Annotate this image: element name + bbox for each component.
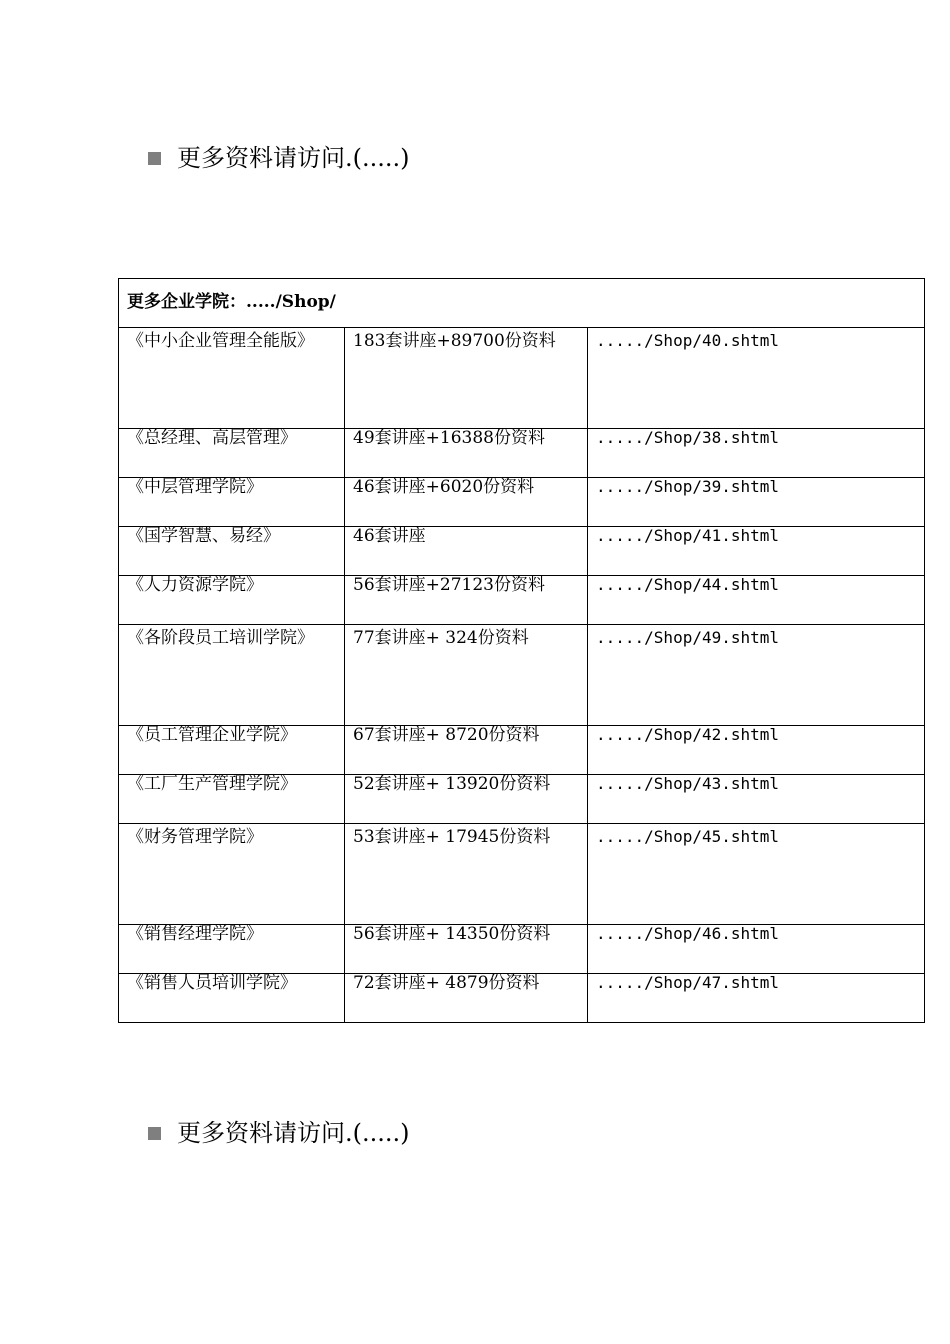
course-content-cell: 56套讲座+ 14350份资料 [345,925,588,974]
course-content-cell: 46套讲座+6020份资料 [345,478,588,527]
course-url-cell[interactable]: ...../Shop/41.shtml [588,527,925,576]
course-url-cell[interactable]: ...../Shop/44.shtml [588,576,925,625]
square-bullet-icon [148,1127,161,1140]
course-content-cell: 183套讲座+89700份资料 [345,328,588,429]
course-name-cell: 《财务管理学院》 [119,824,345,925]
course-url-cell[interactable]: ...../Shop/46.shtml [588,925,925,974]
course-catalog-table [118,278,925,1023]
course-content-cell: 52套讲座+ 13920份资料 [345,775,588,824]
course-url-cell[interactable]: ...../Shop/42.shtml [588,726,925,775]
table-row [119,625,925,726]
course-name-cell: 《员工管理企业学院》 [119,726,345,775]
table-row [119,824,925,925]
square-bullet-icon [148,152,161,165]
course-name-cell: 《工厂生产管理学院》 [119,775,345,824]
course-name-cell: 《中层管理学院》 [119,478,345,527]
course-content-cell: 72套讲座+ 4879份资料 [345,974,588,1023]
course-url-cell[interactable]: ...../Shop/40.shtml [588,328,925,429]
table-row [119,726,925,775]
table-row [119,925,925,974]
course-url-cell[interactable]: ...../Shop/38.shtml [588,429,925,478]
table-header-text: 更多企业学院：...../Shop/ [127,292,336,312]
course-content-cell: 67套讲座+ 8720份资料 [345,726,588,775]
table-row [119,974,925,1023]
table-row [119,478,925,527]
promo-text-top: 更多资料请访问.(.....) [177,144,410,172]
course-content-cell: 49套讲座+16388份资料 [345,429,588,478]
course-name-cell: 《中小企业管理全能版》 [119,328,345,429]
course-content-cell: 46套讲座 [345,527,588,576]
course-name-cell: 《各阶段员工培训学院》 [119,625,345,726]
course-name-cell: 《销售人员培训学院》 [119,974,345,1023]
table-row [119,527,925,576]
course-url-cell[interactable]: ...../Shop/47.shtml [588,974,925,1023]
course-name-cell: 《人力资源学院》 [119,576,345,625]
course-content-cell: 77套讲座+ 324份资料 [345,625,588,726]
table-row [119,328,925,429]
table-row [119,429,925,478]
course-url-cell[interactable]: ...../Shop/45.shtml [588,824,925,925]
course-url-cell[interactable]: ...../Shop/43.shtml [588,775,925,824]
promo-text-bottom: 更多资料请访问.(.....) [177,1119,410,1147]
promo-line-top [148,142,410,174]
course-content-cell: 56套讲座+27123份资料 [345,576,588,625]
promo-line-bottom [148,1117,410,1149]
course-url-cell[interactable]: ...../Shop/49.shtml [588,625,925,726]
course-content-cell: 53套讲座+ 17945份资料 [345,824,588,925]
course-url-cell[interactable]: ...../Shop/39.shtml [588,478,925,527]
course-name-cell: 《总经理、高层管理》 [119,429,345,478]
course-name-cell: 《销售经理学院》 [119,925,345,974]
course-name-cell: 《国学智慧、易经》 [119,527,345,576]
